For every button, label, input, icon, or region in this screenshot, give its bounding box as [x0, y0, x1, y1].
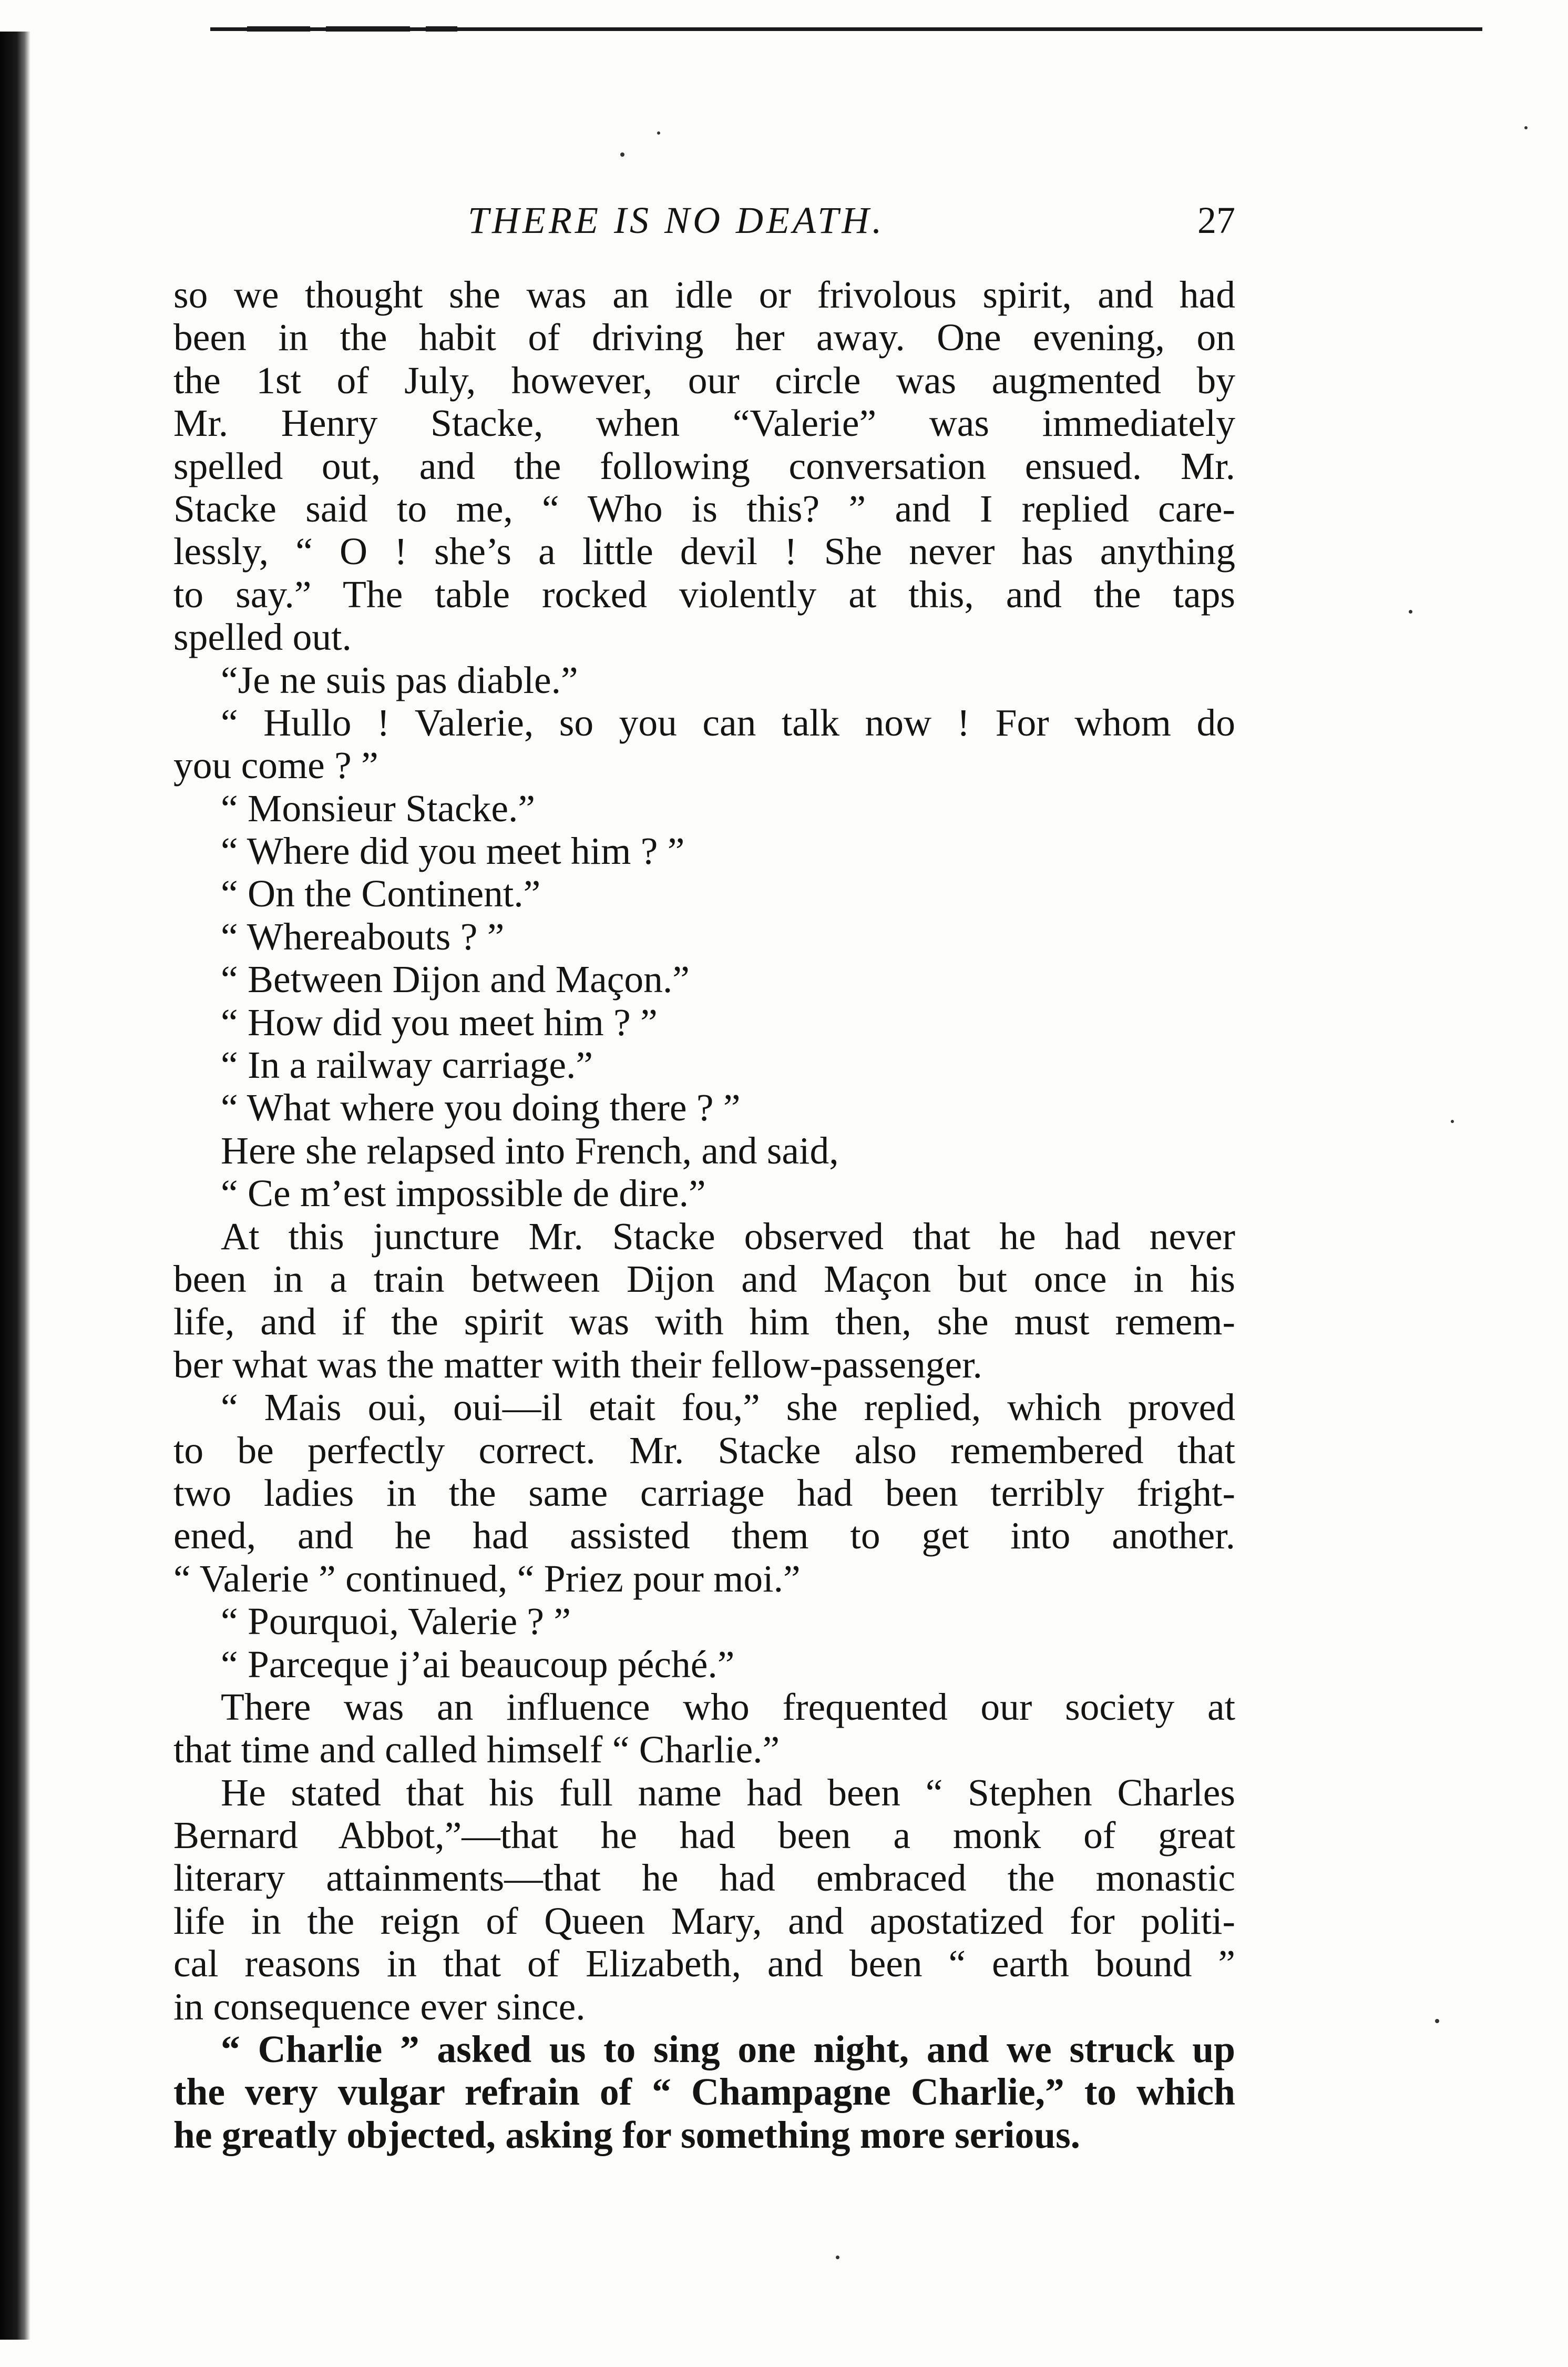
- text-line: spelled out, and the following conversation ensued. Mr.: [173, 444, 1235, 487]
- text-line: cal reasons in that of Elizabeth, and been “ earth bound ”: [173, 1942, 1235, 1985]
- text-line: “ Monsieur Stacke.”: [221, 787, 536, 830]
- text-line: “ Whereabouts ? ”: [221, 915, 505, 958]
- text-line: “ Mais oui, oui—il etait fou,” she replied, which proved: [221, 1386, 1235, 1429]
- ink-speck: [1451, 1120, 1454, 1123]
- text-line: spelled out.: [173, 616, 352, 659]
- text-line: two ladies in the same carriage had been terribly fright-: [173, 1471, 1235, 1514]
- text-line: literary attainments—that he had embraced the monastic: [173, 1856, 1235, 1900]
- text-line: in consequence ever since.: [173, 1985, 586, 2028]
- text-line: “ Pourquoi, Valerie ? ”: [221, 1600, 571, 1643]
- text-line: “ In a railway carriage.”: [221, 1044, 593, 1087]
- text-line: “ How did you meet him ? ”: [221, 1001, 658, 1044]
- text-line: ened, and he had assisted them to get into another.: [173, 1514, 1235, 1557]
- text-line: “ Charlie ” asked us to sing one night, and we struck up: [221, 2028, 1235, 2071]
- text-line: There was an influence who frequented our society at: [221, 1685, 1235, 1728]
- ink-speck: [620, 152, 624, 157]
- ink-speck: [1409, 610, 1412, 614]
- text-line: “ On the Continent.”: [221, 872, 541, 915]
- text-line: life, and if the spirit was with him then, she must remem-: [173, 1300, 1235, 1343]
- text-line: Here she relapsed into French, and said,: [221, 1129, 839, 1172]
- text-line: to be perfectly correct. Mr. Stacke also remembered that: [173, 1429, 1235, 1472]
- text-line: lessly, “ O ! she’s a little devil ! She never has anything: [173, 530, 1235, 573]
- text-line: “ Valerie ” continued, “ Priez pour moi.”: [173, 1557, 801, 1600]
- ink-speck: [836, 2256, 839, 2259]
- top-rule-dash: [326, 26, 410, 32]
- body-text: [173, 273, 1235, 2156]
- text-line: “ Hullo ! Valerie, so you can talk now ! For whom do: [221, 701, 1235, 744]
- running-head: THERE IS NO DEATH.: [468, 199, 885, 241]
- ink-speck: [1524, 126, 1528, 129]
- ink-speck: [1435, 2019, 1439, 2023]
- text-line: life in the reign of Queen Mary, and apostatized for politi-: [173, 1899, 1235, 1942]
- text-line: “ Between Dijon and Maçon.”: [221, 958, 690, 1001]
- text-line: you come ? ”: [173, 744, 378, 787]
- page-header: [173, 199, 1235, 246]
- top-rule-dash: [247, 26, 310, 32]
- text-line: Bernard Abbot,”—that he had been a monk of great: [173, 1814, 1235, 1857]
- text-line: “ Where did you meet him ? ”: [221, 830, 685, 873]
- text-line: “Je ne suis pas diable.”: [221, 658, 578, 701]
- text-line: Stacke said to me, “ Who is this? ” and I replied care-: [173, 487, 1235, 530]
- top-rule-dash: [426, 26, 457, 32]
- binding-shadow: [0, 32, 30, 2340]
- page-number: 27: [1197, 199, 1235, 241]
- text-line: that time and called himself “ Charlie.”: [173, 1728, 780, 1771]
- text-line: been in a train between Dijon and Maçon but once in his: [173, 1257, 1235, 1300]
- text-line: so we thought she was an idle or frivolous spirit, and had: [173, 273, 1235, 316]
- text-line: “ What where you doing there ? ”: [221, 1086, 741, 1129]
- text-line: the 1st of July, however, our circle was augmented by: [173, 359, 1235, 402]
- text-line: ber what was the matter with their fellow-passenger.: [173, 1343, 982, 1386]
- text-line: Mr. Henry Stacke, when “Valerie” was immediately: [173, 402, 1235, 445]
- ink-speck: [657, 131, 660, 135]
- text-line: to say.” The table rocked violently at this, and the taps: [173, 573, 1235, 616]
- text-line: “ Ce m’est impossible de dire.”: [221, 1172, 706, 1215]
- text-line: the very vulgar refrain of “ Champagne Charlie,” to which: [173, 2070, 1235, 2114]
- text-line: He stated that his full name had been “ Stephen Charles: [221, 1771, 1235, 1814]
- text-line: been in the habit of driving her away. One evening, on: [173, 316, 1235, 359]
- text-line: At this juncture Mr. Stacke observed that he had never: [221, 1215, 1235, 1258]
- text-line: he greatly objected, asking for something more serious.: [173, 2113, 1081, 2156]
- text-line: “ Parceque j’ai beaucoup péché.”: [221, 1642, 735, 1686]
